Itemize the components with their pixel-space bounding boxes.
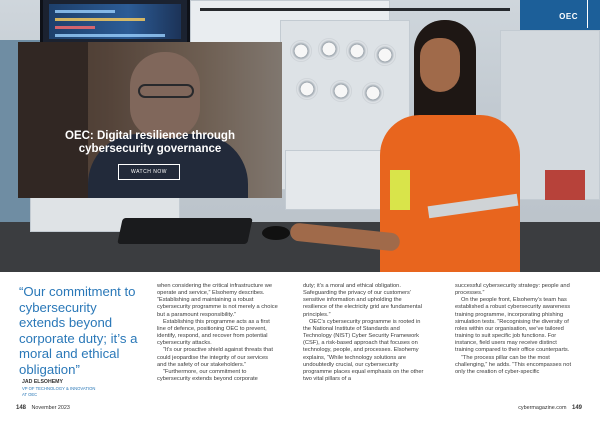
quote-attribution <box>22 379 142 398</box>
author-name: JAD ELSOHEMY <box>22 379 63 385</box>
paragraph: Establishing this programme acts as a first line of defence, positioning OEC to prevent, identify, respond, and recover from potential cybersecurity attacks. <box>157 318 270 347</box>
blue-cabinet <box>545 170 585 200</box>
pull-quote: “Our commitment to cybersecurity extends beyond corporate duty; it’s a moral and ethical obligation” <box>19 284 138 377</box>
author-company: AT OEC <box>22 392 38 397</box>
monitor-screen <box>49 4 181 39</box>
gauge-dial <box>330 80 352 102</box>
paragraph: successful cybersecurity strategy: people and processes.” <box>455 283 570 297</box>
video-title: OEC: Digital resilience through cybersecurity governance <box>65 130 235 155</box>
issue-date: November 2023 <box>31 405 70 411</box>
screen-bar <box>55 26 95 29</box>
cable-rail <box>200 8 510 11</box>
hi-vis-vest <box>390 170 410 210</box>
gauge-dial <box>296 78 318 100</box>
screen-bar <box>55 34 165 37</box>
paragraph: “It’s our proactive shield against threats that could jeopardise the integrity of our services and the safety of our stakeholders.” <box>157 347 273 368</box>
article-column-2 <box>303 283 425 383</box>
keyboard <box>117 218 253 244</box>
paragraph: duty; it’s a moral and ethical obligation. Safeguarding the privacy of our customers’ sensitive information and upholding the resilience of the electricity grid are fundamental principles.” <box>303 283 422 318</box>
control-monitor <box>40 0 190 48</box>
brand-divider <box>587 0 589 28</box>
watch-now-button[interactable]: WATCH NOW <box>118 164 180 180</box>
engineer-figure <box>370 20 530 272</box>
engineer-face <box>420 38 460 92</box>
site-link[interactable]: cybermagazine.com <box>518 405 567 411</box>
page-number-left: 148 <box>16 405 27 411</box>
computer-mouse <box>262 226 290 240</box>
gauge-dial <box>290 40 312 62</box>
screen-bar <box>55 18 145 21</box>
paragraph: OEC’s cybersecurity programme is rooted in the National Institute of Standards and Technology (NIST) Cyber Security Framework (CSF), a risk-based approach that focuses on technology, people, and processes. Elsohemy explains, “While technology solutions are undoubtedly crucial, our cybersecurity programme places equal emphasis on the other two vital pillars of a <box>303 318 424 383</box>
page-number-right: 149 <box>571 405 582 411</box>
gauge-dial <box>318 38 340 60</box>
section-brand-tag: OEC <box>559 12 578 21</box>
video-card[interactable] <box>18 42 282 198</box>
article-column-1 <box>157 283 279 383</box>
footer-right <box>518 405 582 411</box>
article-column-3 <box>455 283 577 376</box>
author-role: VP OF TECHNOLOGY & INNOVATION <box>22 386 96 391</box>
screen-bar <box>55 10 115 13</box>
paragraph: when considering the critical infrastructure we operate and service,” Elsohemy describes. “Establishing and maintaining a robust cybersecurity programme is not merely a choice but a paramount responsibility.” <box>157 283 278 318</box>
paragraph: On the people front, Elsohemy’s team has established a robust cybersecurity awareness training programme, incorporating phishing simulation tests. “Recognising the diversity of roles within our organisation, we’ve tailored training to suit specific job functions. For instance, field users may receive distinct training compared to their office counterparts. <box>455 297 571 354</box>
paragraph: “The process pillar can be the most challenging,” he adds. “This encompasses not only the creation of cyber-specific <box>455 354 572 375</box>
footer-left <box>16 405 70 411</box>
gauge-dial <box>346 40 368 62</box>
paragraph: “Furthermore, our commitment to cybersecurity extends beyond corporate <box>157 368 258 383</box>
